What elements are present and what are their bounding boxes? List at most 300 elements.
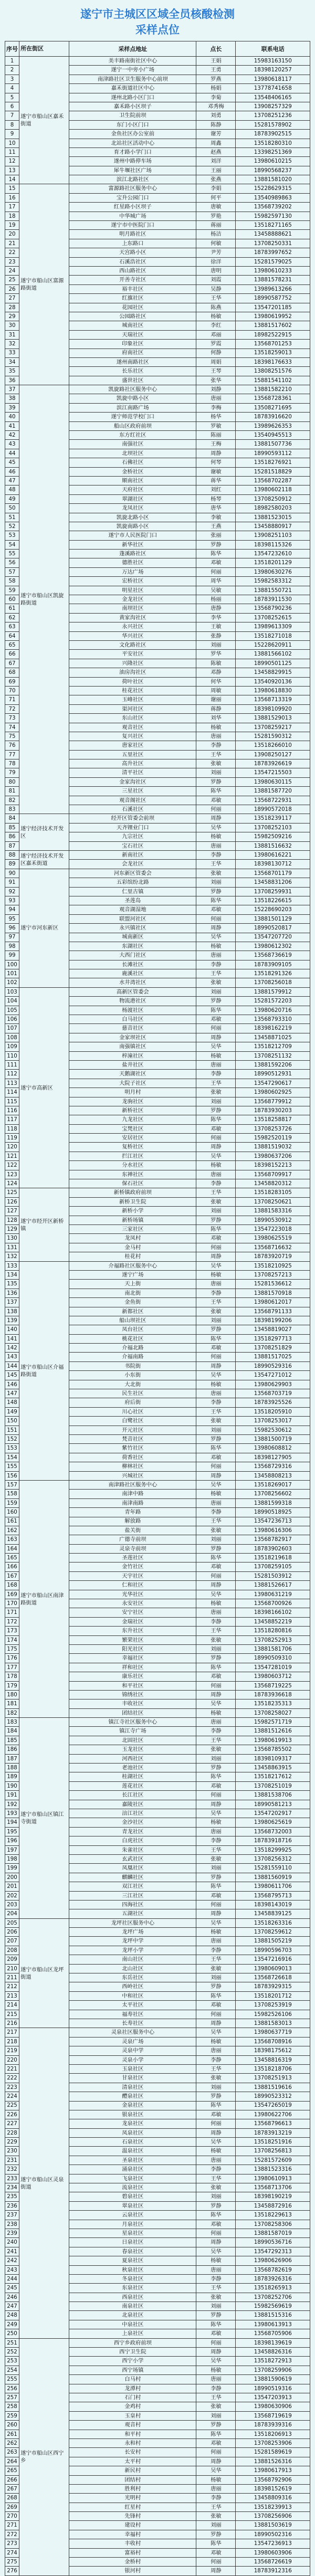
site-address: 府南社区: [69, 349, 196, 357]
site-owner: 何丽: [196, 1134, 236, 1143]
site-address: 河西社区: [69, 1754, 196, 1763]
contact-phone: 13980620716: [236, 1006, 310, 1015]
contact-phone: 13518283105: [236, 1188, 310, 1197]
site-owner: 李娟: [196, 184, 236, 193]
contact-phone: 13568716632: [236, 1243, 310, 1252]
contact-phone: 13881503619: [236, 2521, 310, 2530]
contact-phone: 18783926316: [236, 2274, 310, 2283]
contact-phone: 13518297713: [236, 1334, 310, 1343]
site-owner: 何丽: [196, 1571, 236, 1580]
site-owner: 陈华: [196, 1882, 236, 1891]
site-address: 中泉社区: [69, 2320, 196, 2329]
contact-phone: 13518226615: [236, 896, 310, 905]
contact-phone: 15982597130: [236, 212, 310, 220]
site-address: 龙潭村: [69, 2384, 196, 2393]
contact-phone: 13547281019: [236, 1663, 310, 1672]
site-owner: 王华: [196, 2064, 236, 2073]
site-address: 万达广场: [69, 567, 196, 576]
row-number: 147: [5, 1389, 19, 1398]
site-owner: 罗静: [196, 2092, 236, 2101]
row-number: 32: [5, 340, 19, 349]
row-number: 213: [5, 1991, 19, 2000]
row-number: 42: [5, 431, 19, 440]
site-owner: 张敏: [196, 1635, 236, 1644]
site-owner: 杨洁: [196, 230, 236, 239]
site-owner: 杨敏: [196, 942, 236, 951]
contact-phone: 18990536716: [236, 2238, 310, 2247]
site-address: 光明村: [69, 2494, 196, 2503]
site-owner: 李红: [196, 321, 236, 330]
site-address: 北泉社区: [69, 2311, 196, 2320]
site-address: 顺南社区: [69, 476, 196, 485]
site-address: 灵泉广场: [69, 2037, 196, 2046]
site-owner: 刘丽: [196, 1535, 236, 1544]
row-number: 38: [5, 394, 19, 403]
site-owner: 陈华: [196, 550, 236, 558]
contact-phone: 13518239117: [236, 814, 310, 823]
site-address: 星泉社区: [69, 2229, 196, 2237]
site-owner: 王华: [196, 1845, 236, 1854]
district-cell: 遂宁市船山区西宁乡: [19, 2338, 69, 2575]
row-number: 35: [5, 367, 19, 376]
site-address: 天齐锂业门口: [69, 823, 196, 832]
site-owner: 杨敏: [196, 1818, 236, 1827]
row-number: 85: [5, 823, 19, 832]
site-address: 青年路: [69, 1508, 196, 1517]
contact-phone: 15281518829: [236, 467, 310, 476]
contact-phone: 13518263316: [236, 1918, 310, 1927]
contact-phone: 18783929315: [236, 1982, 310, 1991]
contact-phone: 13708256813: [236, 2147, 310, 2156]
row-number: 221: [5, 2064, 19, 2073]
contact-phone: 18982522915: [236, 330, 310, 339]
site-address: 卫生院前坝: [69, 111, 196, 120]
row-number: 86: [5, 832, 19, 841]
row-number: 93: [5, 896, 19, 905]
row-number: 220: [5, 2055, 19, 2064]
site-address: 幸福村: [69, 2530, 196, 2539]
site-address: 遂州中路停车场: [69, 157, 196, 166]
site-address: 西宁卫生院: [69, 2348, 196, 2357]
site-address: 九宗社区: [69, 832, 196, 841]
contact-phone: 13881529013: [236, 714, 310, 723]
site-owner: 张敏: [196, 869, 236, 878]
site-address: 明星社区: [69, 586, 196, 595]
site-owner: 周静: [196, 1909, 236, 1918]
row-number: 78: [5, 759, 19, 768]
contact-phone: 13980608812: [236, 1444, 310, 1453]
contact-phone: 18990530912: [236, 1216, 310, 1224]
site-owner: 罗静: [196, 887, 236, 896]
site-address: 盛世社区: [69, 376, 196, 385]
site-owner: 周静: [196, 1033, 236, 1042]
site-owner: 何丽: [196, 2010, 236, 2019]
site-owner: 邓敏: [196, 1563, 236, 1571]
site-owner: 周静: [196, 449, 236, 458]
district-cell: 遂宁市船山区南津路街道: [19, 1480, 69, 1717]
site-owner: 王华: [196, 2503, 236, 2511]
site-address: 天鹅湖社区: [69, 1070, 196, 1079]
row-number: 115: [5, 1097, 19, 1106]
site-owner: 张敏: [196, 1745, 236, 1754]
contact-phone: 13568700926: [236, 1599, 310, 1608]
contact-phone: 18783918716: [236, 1836, 310, 1845]
table-row: [5, 1188, 310, 1197]
table-row: [5, 1918, 310, 1927]
contact-phone: 15281590312: [236, 732, 310, 741]
site-address: 繁荣社区: [69, 1635, 196, 1644]
contact-phone: 13708250331: [236, 239, 310, 248]
site-owner: 唐明: [196, 266, 236, 275]
row-number: 59: [5, 586, 19, 595]
site-address: 府后街: [69, 1398, 196, 1407]
contact-phone: 13568779912: [236, 1097, 310, 1106]
district-cell: 遂宁市船山区凯旋路街道: [19, 385, 69, 814]
site-owner: 王燕: [196, 522, 236, 531]
site-address: 上泉社区: [69, 2329, 196, 2338]
contact-phone: 18990593112: [236, 449, 310, 458]
row-number: 200: [5, 1873, 19, 1882]
site-owner: 唐丽: [196, 841, 236, 850]
contact-phone: 13547215503: [236, 768, 310, 777]
site-address: 永安社区: [69, 1599, 196, 1608]
site-address: 印象社区: [69, 340, 196, 349]
site-address: 龙坪小学: [69, 1946, 196, 1955]
site-address: 白马村: [69, 2375, 196, 2384]
site-address: 长安村: [69, 2448, 196, 2457]
site-owner: 周静: [196, 2348, 236, 2357]
contact-phone: 18398127905: [236, 1453, 310, 1462]
row-number: 227: [5, 2119, 19, 2128]
row-number: 96: [5, 924, 19, 933]
site-address: 金家坝社区: [69, 1033, 196, 1042]
row-number: 160: [5, 1508, 19, 1517]
row-number: 234: [5, 2183, 19, 2192]
row-number: 12: [5, 157, 19, 166]
site-owner: 吴静: [196, 284, 236, 293]
site-address: 杨渡社区: [69, 1006, 196, 1015]
site-address: 西宁场镇: [69, 2366, 196, 2374]
site-owner: 刘丽: [196, 1316, 236, 1325]
contact-phone: 18990523312: [236, 2092, 310, 2101]
site-owner: 张敏: [196, 1526, 236, 1535]
row-number: 20: [5, 230, 19, 239]
site-address: 民生社区: [69, 1389, 196, 1398]
site-owner: 刘红: [196, 485, 236, 494]
site-address: 介福南路: [69, 1353, 196, 1361]
site-address: 经开区管委会前坝: [69, 814, 196, 823]
site-owner: 李静: [196, 2384, 236, 2393]
site-address: 广德寺前坝: [69, 1535, 196, 1544]
row-number: 158: [5, 1490, 19, 1498]
contact-phone: 15281503912: [236, 1571, 310, 1580]
site-owner: 吴敏: [196, 586, 236, 595]
row-number: 193: [5, 1809, 19, 1818]
site-owner: 周静: [196, 1690, 236, 1699]
contact-phone: 13518235313: [236, 1699, 310, 1708]
contact-phone: 13881507736: [236, 440, 310, 449]
title-line-1: 遂宁市主城区区域全员核酸检测: [80, 7, 235, 20]
contact-phone: 13568708916: [236, 2037, 310, 2046]
site-address: 滨江北路社区: [69, 175, 196, 184]
site-owner: 吴华: [196, 2247, 236, 2256]
site-address: 银泉社区: [69, 2110, 196, 2119]
row-number: 111: [5, 1060, 19, 1069]
site-owner: 陈华: [196, 1991, 236, 2000]
site-address: 金鱼街: [69, 1298, 196, 1307]
site-address: 分水社区: [69, 1161, 196, 1170]
contact-phone: 13458829915: [236, 668, 310, 677]
site-owner: 王华: [196, 1079, 236, 1088]
row-number: 185: [5, 1736, 19, 1745]
site-address: 石泉社区: [69, 2138, 196, 2147]
row-number: 84: [5, 814, 19, 823]
contact-phone: 13458820312: [236, 1179, 310, 1188]
site-address: 花园社区: [69, 303, 196, 312]
contact-phone: 15281536612: [236, 1280, 310, 1289]
row-number: 30: [5, 321, 19, 330]
row-number: 98: [5, 942, 19, 951]
site-owner: 何丽: [196, 914, 236, 923]
site-owner: 刘丽: [196, 1207, 236, 1216]
contact-phone: 13708259612: [236, 1928, 310, 1937]
site-owner: 蒋华: [196, 476, 236, 485]
row-number: 29: [5, 312, 19, 321]
table-header-row: [5, 41, 310, 57]
site-address: 盐井社区: [69, 1060, 196, 1069]
table-body: [5, 57, 310, 2576]
site-address: 西山路社区: [69, 266, 196, 275]
site-address: 桂湖社区: [69, 1772, 196, 1781]
row-number: 196: [5, 1836, 19, 1845]
site-owner: 陈华: [196, 1772, 236, 1781]
site-owner: 陈华: [196, 1006, 236, 1015]
site-owner: 陈燕: [196, 303, 236, 312]
contact-phone: 13518251916: [236, 2138, 310, 2147]
contact-phone: 13547207720: [236, 933, 310, 942]
site-owner: 邓敏: [196, 1015, 236, 1024]
row-number: 123: [5, 1170, 19, 1179]
row-number: 28: [5, 303, 19, 312]
site-address: 凤泉社区: [69, 2128, 196, 2137]
site-owner: 刘丽: [196, 878, 236, 887]
site-address: 龙泉社区: [69, 2119, 196, 2128]
site-address: 清泉社区: [69, 2083, 196, 2092]
row-number: 205: [5, 1918, 19, 1927]
contact-phone: 13908250127: [236, 750, 310, 759]
site-address: 春泉社区: [69, 2247, 196, 2256]
site-address: 西宁小学: [69, 2357, 196, 2366]
district-cell: 遂宁市船山区灵泉街道: [19, 2028, 69, 2338]
contact-phone: 13980603712: [236, 1672, 310, 1681]
site-address: 渠河社区: [69, 704, 196, 713]
contact-phone: 13881519616: [236, 2083, 310, 2092]
row-number: 247: [5, 2302, 19, 2311]
contact-phone: 13398251369: [236, 147, 310, 156]
row-number: 141: [5, 1334, 19, 1343]
site-owner: 杨敏: [196, 312, 236, 321]
site-owner: 李静: [196, 850, 236, 859]
site-address: 玉泉社区: [69, 2064, 196, 2073]
site-address: 天宫路小区: [69, 248, 196, 257]
contact-phone: 13518266010: [236, 741, 310, 750]
contact-phone: 13980630276: [236, 567, 310, 576]
site-owner: 张敏: [196, 1197, 236, 1206]
site-owner: 何华: [196, 677, 236, 686]
row-number: 130: [5, 1234, 19, 1243]
contact-phone: 13568705906: [236, 2329, 310, 2338]
site-owner: 王华: [196, 2393, 236, 2402]
row-number: 248: [5, 2311, 19, 2320]
site-address: 犀牛堰社区广场: [69, 166, 196, 175]
site-owner: 罗静: [196, 540, 236, 549]
contact-phone: 13568713319: [236, 695, 310, 704]
site-address: 麒麟社区: [69, 1873, 196, 1882]
site-address: 高新区管委会: [69, 987, 196, 996]
site-owner: 唐丽: [196, 1280, 236, 1289]
row-number: 49: [5, 494, 19, 503]
site-owner: 罗静: [196, 1216, 236, 1224]
contact-phone: 13518259013: [236, 349, 310, 357]
contact-phone: 13518210925: [236, 1261, 310, 1270]
contact-phone: 13980603906: [236, 2548, 310, 2557]
site-owner: 邓敏: [196, 905, 236, 914]
row-number: 91: [5, 878, 19, 887]
site-address: 文化路社区: [69, 641, 196, 650]
site-address: 东岳社区: [69, 1973, 196, 1982]
row-number: 237: [5, 2211, 19, 2220]
site-owner: 罗静: [196, 1106, 236, 1115]
contact-phone: 13881590619: [236, 2375, 310, 2384]
site-address: 华兴社区: [69, 631, 196, 640]
contact-phone: 13980622706: [236, 2110, 310, 2119]
contact-phone: 13881517602: [236, 321, 310, 330]
row-number: 3: [5, 75, 19, 83]
contact-phone: 13808251576: [236, 367, 310, 376]
site-address: 遂宁师范学校门口: [69, 413, 196, 421]
site-owner: 王华: [196, 1407, 236, 1416]
site-address: 五彩缤纷北路: [69, 878, 196, 887]
contact-phone: 18783911530: [236, 595, 310, 604]
contact-phone: 13568796613: [236, 2119, 310, 2128]
site-address: 龙凤村: [69, 1234, 196, 1243]
contact-phone: 15982520119: [236, 1134, 310, 1143]
site-address: 石门村: [69, 2393, 196, 2402]
site-owner: 邓敏: [196, 1891, 236, 1900]
contact-phone: 13518239913: [236, 2503, 310, 2511]
header-owner: 点长: [196, 41, 236, 57]
contact-phone: 13708256018: [236, 978, 310, 987]
site-owner: 李静: [196, 2274, 236, 2283]
contact-phone: 15281572609: [236, 2156, 310, 2165]
site-address: 南津中路: [69, 1490, 196, 1498]
site-address: 双江社区: [69, 1882, 196, 1891]
site-owner: 李静: [196, 1508, 236, 1517]
row-number: 197: [5, 1845, 19, 1854]
site-address: 灵泉中学: [69, 2046, 196, 2055]
row-number: 198: [5, 1854, 19, 1863]
contact-phone: 18783939316: [236, 2421, 310, 2430]
row-number: 273: [5, 2539, 19, 2548]
contact-phone: 13708251829: [236, 1344, 310, 1353]
site-owner: 李静: [196, 1617, 236, 1626]
site-address: 慈音社区: [69, 1024, 196, 1033]
contact-phone: 13708256602: [236, 1490, 310, 1498]
site-owner: 张敏: [196, 759, 236, 768]
row-number: 224: [5, 2092, 19, 2101]
contact-phone: 13518219618: [236, 1554, 310, 1563]
site-address: 高升社区: [69, 759, 196, 768]
row-number: 249: [5, 2320, 19, 2329]
row-number: 208: [5, 1946, 19, 1955]
site-owner: 邓秀梅: [196, 102, 236, 111]
site-address: 裕丰社区: [69, 284, 196, 293]
contact-phone: 13881582210: [236, 385, 310, 394]
site-owner: 邓敏: [196, 1781, 236, 1790]
row-number: 10: [5, 139, 19, 147]
site-address: 城南新区: [69, 933, 196, 942]
site-address: 遂宁广场: [69, 1270, 196, 1279]
site-address: 玉皇村: [69, 2411, 196, 2420]
site-address: 育才路小学门口: [69, 147, 196, 156]
contact-phone: 18398166102: [236, 1608, 310, 1617]
site-address: 光华社区: [69, 1590, 196, 1599]
site-owner: 周静: [196, 1252, 236, 1261]
table-row: [5, 850, 310, 859]
site-owner: 周静: [196, 1361, 236, 1370]
row-number: 40: [5, 413, 19, 421]
site-owner: 张静: [196, 631, 236, 640]
row-number: 126: [5, 1197, 19, 1206]
site-owner: 邓敏: [196, 1124, 236, 1133]
site-address: 梓潼社区: [69, 1051, 196, 1060]
row-number: 53: [5, 531, 19, 540]
row-number: 263: [5, 2448, 19, 2457]
title-line-2: 采样点位: [135, 23, 180, 36]
contact-phone: 13989613309: [236, 622, 310, 631]
contact-phone: 13568719225: [236, 1681, 310, 1690]
site-address: 观音湖湿地: [69, 905, 196, 914]
row-number: 271: [5, 2521, 19, 2530]
district-cell: 遂宁经济技术开发区嘉禾街道: [19, 850, 69, 869]
site-owner: 吴华: [196, 1042, 236, 1051]
site-address: 甘泉社区: [69, 2074, 196, 2083]
contact-phone: 18990568237: [236, 166, 310, 175]
row-number: 48: [5, 485, 19, 494]
site-address: 玉龙社区: [69, 1745, 196, 1754]
contact-phone: 15281579025: [236, 257, 310, 266]
contact-phone: 13458888621: [236, 230, 310, 239]
row-number: 144: [5, 1361, 19, 1370]
site-owner: 刘静: [196, 385, 236, 394]
row-number: 251: [5, 2338, 19, 2347]
contact-phone: 13881581706: [236, 1644, 310, 1653]
contact-phone: 15982509216: [236, 832, 310, 841]
row-number: 37: [5, 385, 19, 394]
row-number: 165: [5, 1554, 19, 1563]
site-address: 公园路社区: [69, 312, 196, 321]
row-number: 253: [5, 2357, 19, 2366]
site-address: 金龙社区: [69, 595, 196, 604]
site-owner: 周静: [196, 2457, 236, 2466]
site-owner: 邓敏: [196, 1344, 236, 1353]
site-address: 美丰路南街社区中心: [69, 57, 196, 66]
contact-phone: 13980619913: [236, 1736, 310, 1745]
site-address: 天府社区: [69, 485, 196, 494]
site-address: 金家沟社区: [69, 777, 196, 786]
contact-phone: 18783920719: [236, 1252, 310, 1261]
site-owner: 唐丽: [196, 394, 236, 403]
